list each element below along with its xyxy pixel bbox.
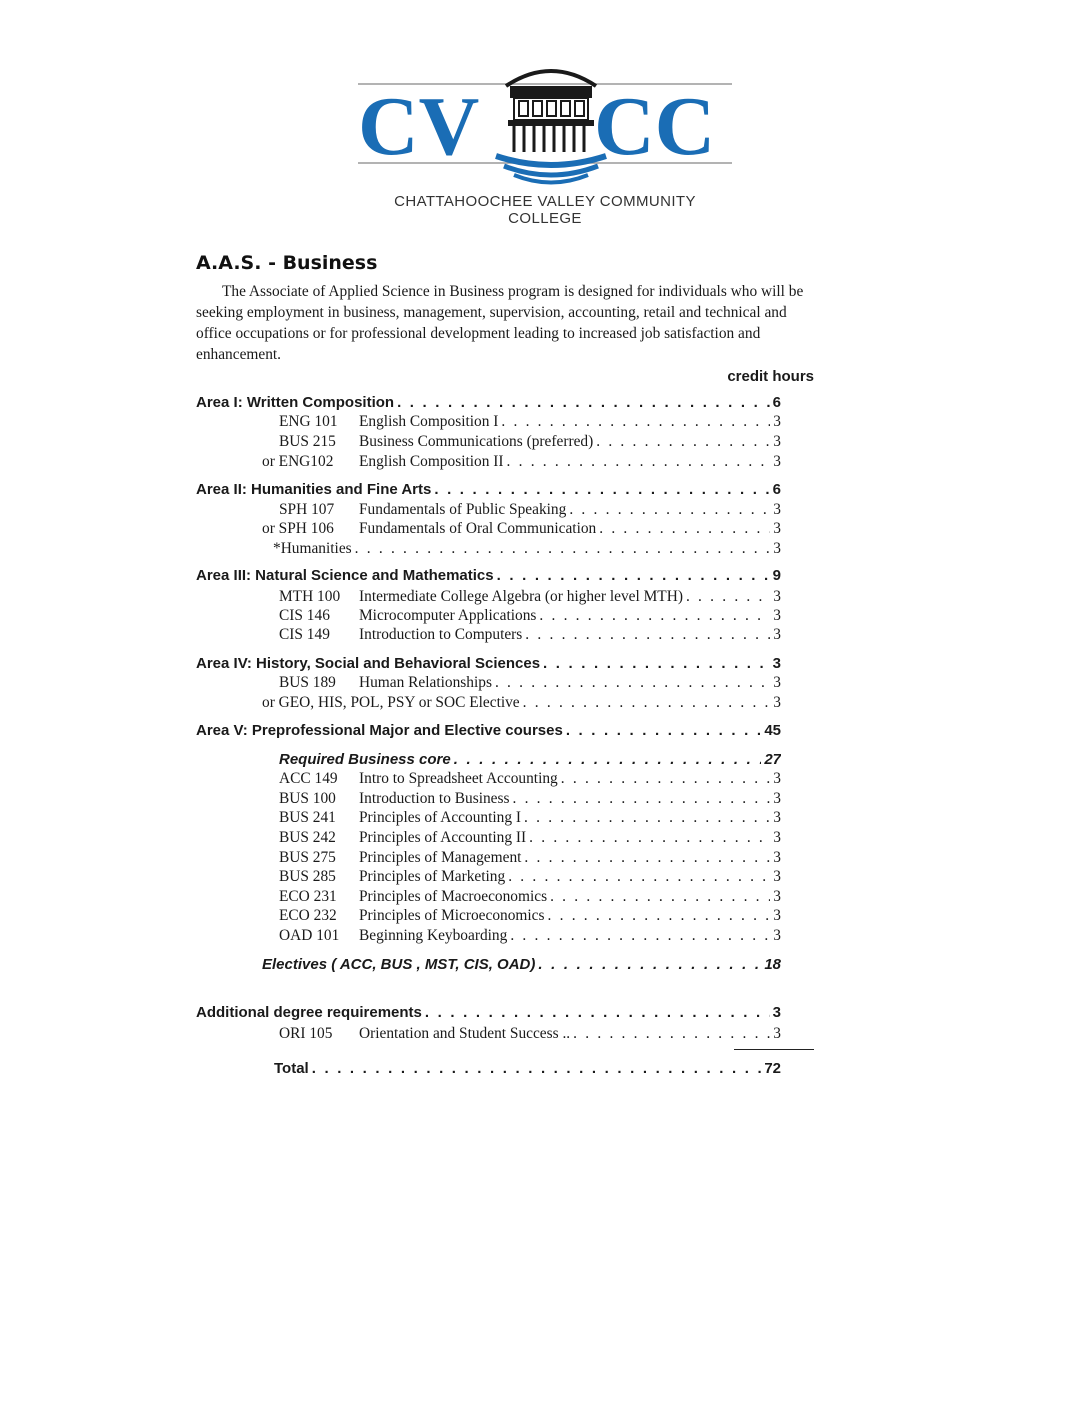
course-hours: 3 (773, 607, 781, 624)
course-row (359, 452, 781, 472)
course-row (359, 769, 781, 789)
area-1-hours: 6 (772, 394, 781, 411)
course-hours: 3 (773, 868, 781, 885)
course-title: Introduction to Computers (359, 626, 523, 643)
course-code: BUS 275 (279, 849, 336, 866)
course-title: Principles of Marketing (359, 868, 506, 885)
course-title: English Composition I (359, 413, 499, 430)
area-5-header (196, 721, 781, 741)
course-hours: 3 (773, 888, 781, 905)
course-hours: 3 (773, 927, 781, 944)
required-core-hours: 27 (764, 751, 781, 768)
credit-hours-header: credit hours (727, 368, 814, 385)
course-hours: 3 (773, 433, 781, 450)
course-code: SPH 107 (279, 501, 335, 518)
course-hours: 3 (773, 453, 781, 470)
course-title: Beginning Keyboarding (359, 927, 508, 944)
area-5-hours: 45 (764, 722, 781, 739)
total-hours: 72 (764, 1060, 781, 1077)
area-1-label: Area I: Written Composition (196, 394, 395, 411)
additional-requirements-label: Additional degree requirements (196, 1004, 422, 1021)
course-row (359, 906, 781, 926)
course-hours: 3 (773, 626, 781, 643)
course-code: CIS 149 (279, 626, 330, 643)
course-hours: 3 (773, 829, 781, 846)
area-2-label: Area II: Humanities and Fine Arts (196, 481, 432, 498)
logo-text-left: CV (358, 80, 480, 173)
course-code: OAD 101 (279, 927, 340, 944)
program-description: The Associate of Applied Science in Business program is designed for individuals who will be seeking employment in business, management, supervision, accounting, retail and technical and office occupations or for professional development leading to increased job satisfaction and enhancement. (196, 283, 804, 363)
area-1-header (196, 393, 781, 413)
required-core-label: Required Business core (279, 751, 451, 768)
course-code: or SPH 106 (262, 520, 334, 537)
electives-label: Electives ( ACC, BUS , MST, CIS, OAD) (262, 956, 536, 973)
course-hours: 3 (773, 809, 781, 826)
course-title: Fundamentals of Oral Communication (359, 520, 597, 537)
area-4-hours: 3 (772, 655, 781, 672)
course-code: ECO 232 (279, 907, 337, 924)
course-title: Principles of Macroeconomics (359, 888, 548, 905)
course-row (359, 867, 781, 887)
course-hours: 3 (773, 413, 781, 430)
course-row (359, 848, 781, 868)
course-code: BUS 215 (279, 433, 336, 450)
total-label: Total (274, 1060, 309, 1077)
course-hours: 3 (773, 849, 781, 866)
course-code: or GEO, HIS, POL, PSY or SOC Elective (262, 694, 520, 711)
course-hours: 3 (773, 674, 781, 691)
course-code: *Humanities (273, 540, 352, 557)
course-row (359, 412, 781, 432)
course-row (359, 587, 781, 607)
rotunda-building-icon (496, 71, 606, 183)
course-row (359, 500, 781, 520)
course-code: ORI 105 (279, 1025, 333, 1042)
additional-requirements-hours: 3 (772, 1004, 781, 1021)
course-hours: 3 (773, 907, 781, 924)
total-divider (734, 1049, 814, 1050)
area-3-hours: 9 (772, 567, 781, 584)
course-title: Orientation and Student Success .. (359, 1025, 571, 1042)
college-name: CHATTAHOOCHEE VALLEY COMMUNITY COLLEGE (394, 193, 696, 227)
additional-requirements-header (196, 1003, 781, 1023)
course-hours: 3 (773, 1025, 781, 1042)
course-title: Principles of Accounting II (359, 829, 527, 846)
course-title: Intermediate College Algebra (or higher level MTH) (359, 588, 683, 605)
course-title: Business Communications (preferred) (359, 433, 594, 450)
area-3-label: Area III: Natural Science and Mathematics (196, 567, 494, 584)
required-core-header (279, 750, 781, 770)
course-row (359, 1024, 781, 1044)
course-row (359, 625, 781, 645)
course-hours: 3 (773, 694, 781, 711)
course-code: or ENG102 (262, 453, 334, 470)
course-row (262, 693, 781, 713)
course-row (359, 808, 781, 828)
course-row (359, 789, 781, 809)
course-code: BUS 241 (279, 809, 336, 826)
course-title: Principles of Microeconomics (359, 907, 545, 924)
course-title: Intro to Spreadsheet Accounting (359, 770, 558, 787)
course-hours: 3 (773, 501, 781, 518)
course-code: BUS 189 (279, 674, 336, 691)
course-hours: 3 (773, 770, 781, 787)
area-4-header (196, 654, 781, 674)
course-title: Principles of Management (359, 849, 522, 866)
total-row (274, 1059, 781, 1079)
course-hours: 3 (773, 588, 781, 605)
course-code: ACC 149 (279, 770, 338, 787)
course-title: Human Relationships (359, 674, 492, 691)
course-row (359, 926, 781, 946)
electives-hours: 18 (764, 956, 781, 973)
course-hours: 3 (773, 540, 781, 557)
course-code: ENG 101 (279, 413, 338, 430)
course-hours: 3 (773, 790, 781, 807)
logo-text-right: CC (594, 80, 716, 173)
course-code: ECO 231 (279, 888, 337, 905)
course-row (359, 519, 781, 539)
course-title: Principles of Accounting I (359, 809, 521, 826)
course-row (273, 539, 781, 559)
course-row (359, 887, 781, 907)
course-code: BUS 100 (279, 790, 336, 807)
course-title: Microcomputer Applications (359, 607, 537, 624)
area-5-label: Area V: Preprofessional Major and Elective courses (196, 722, 563, 739)
course-code: BUS 285 (279, 868, 336, 885)
course-title: Fundamentals of Public Speaking (359, 501, 567, 518)
area-3-header (196, 566, 781, 586)
course-title: Introduction to Business (359, 790, 510, 807)
course-code: CIS 146 (279, 607, 330, 624)
area-2-header (196, 480, 781, 500)
course-code: MTH 100 (279, 588, 341, 605)
course-row (359, 432, 781, 452)
course-code: BUS 242 (279, 829, 336, 846)
area-4-label: Area IV: History, Social and Behavioral Sciences (196, 655, 541, 672)
page-title: A.A.S. - Business (196, 252, 378, 274)
course-row (359, 606, 781, 626)
course-row (359, 673, 781, 693)
area-2-hours: 6 (772, 481, 781, 498)
electives-header (262, 955, 781, 975)
course-title: English Composition II (359, 453, 504, 470)
course-row (359, 828, 781, 848)
course-hours: 3 (773, 520, 781, 537)
